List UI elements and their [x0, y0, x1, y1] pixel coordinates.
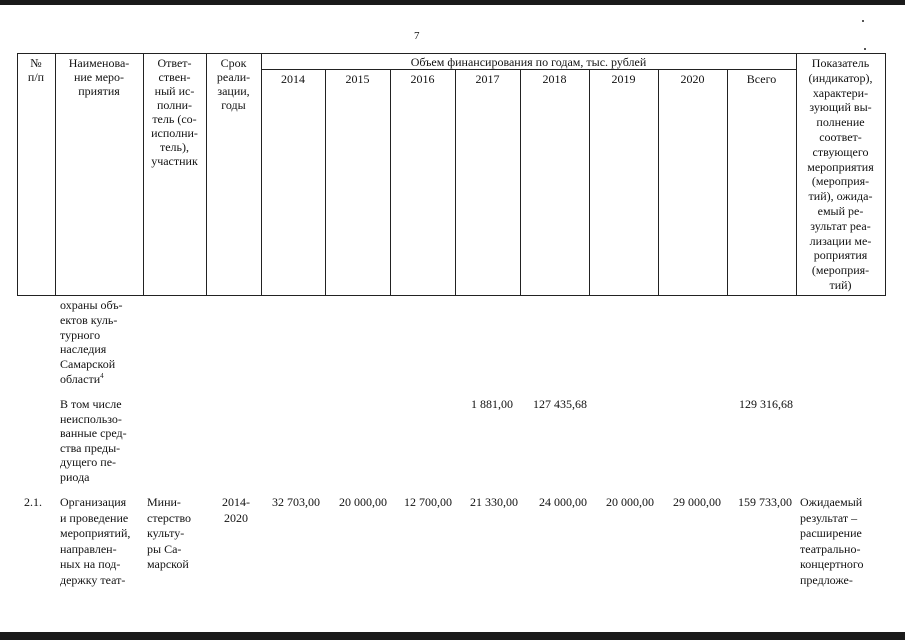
page-number: 7	[414, 30, 420, 42]
row-2-1-number: 2.1.	[24, 495, 42, 509]
header-year-2017: 2017	[475, 72, 500, 86]
continuation-name: охраны объ- ектов куль- турного наследия Самарской области$^4$	[60, 298, 123, 386]
scan-bottom-edge	[0, 632, 905, 640]
row-2-1-term: 2014- 2020	[222, 495, 250, 525]
header-year-2016: 2016	[410, 72, 435, 86]
header-num: № п/п	[27, 56, 45, 84]
row-2-1-value-2016: 12 700,00	[404, 495, 452, 509]
header-responsible: Ответ- ствен- ный ис- полни- тель (со- исполни- тель), участник	[151, 56, 198, 168]
row-2-1-value-2019: 20 000,00	[606, 495, 654, 509]
header-total: Всего	[746, 72, 777, 86]
row-2-1-value-total: 159 733,00	[738, 495, 792, 509]
scan-speck	[864, 48, 866, 50]
including-total-value: 129 316,68	[739, 397, 793, 411]
row-2-1-value-2020: 29 000,00	[673, 495, 721, 509]
row-2-1-value-2017: 21 330,00	[470, 495, 518, 509]
row-2-1-value-2018: 24 000,00	[539, 495, 587, 509]
header-year-2019: 2019	[611, 72, 636, 86]
row-2-1-indicator: Ожидаемый результат – расширение театрально- концертного предложе-	[800, 495, 864, 587]
including-row-name: В том числе неиспользо- ванные сред- ства преды- дущего пе- риода	[60, 397, 127, 484]
row-2-1-value-2015: 20 000,00	[339, 495, 387, 509]
footnote-mark: 4	[100, 371, 104, 380]
row-2-1-name: Организация и проведение мероприятий, направлен- ных на под- держку теат-	[60, 495, 131, 587]
scan-top-edge	[0, 0, 905, 5]
including-2018-value: 127 435,68	[533, 397, 587, 411]
header-year-2014: 2014	[281, 72, 305, 86]
row-2-1-responsible: Мини- стерство культу- ры Са- марской	[147, 495, 192, 571]
row-2-1-value-2014: 32 703,00	[272, 495, 320, 509]
header-term: Срок реали- зации, годы	[216, 56, 251, 112]
header-name: Наименова- ние меро- приятия	[68, 56, 130, 98]
header-year-2020: 2020	[680, 72, 705, 86]
header-year-2015: 2015	[345, 72, 370, 86]
header-indicator: Показатель (индикатор), характери- зующий вы- полнение соответ- ствующего мероприятия (мероприя- тий), ожида- емый ре- зультат реа- лизации ме- роприятия (мероприя- тий)	[807, 56, 874, 292]
header-funding: Объем финансирования по годам, тыс. рублей	[410, 55, 647, 69]
header-year-2018: 2018	[542, 72, 567, 86]
including-2017-value: 1 881,00	[471, 397, 513, 411]
scan-speck	[862, 20, 864, 22]
